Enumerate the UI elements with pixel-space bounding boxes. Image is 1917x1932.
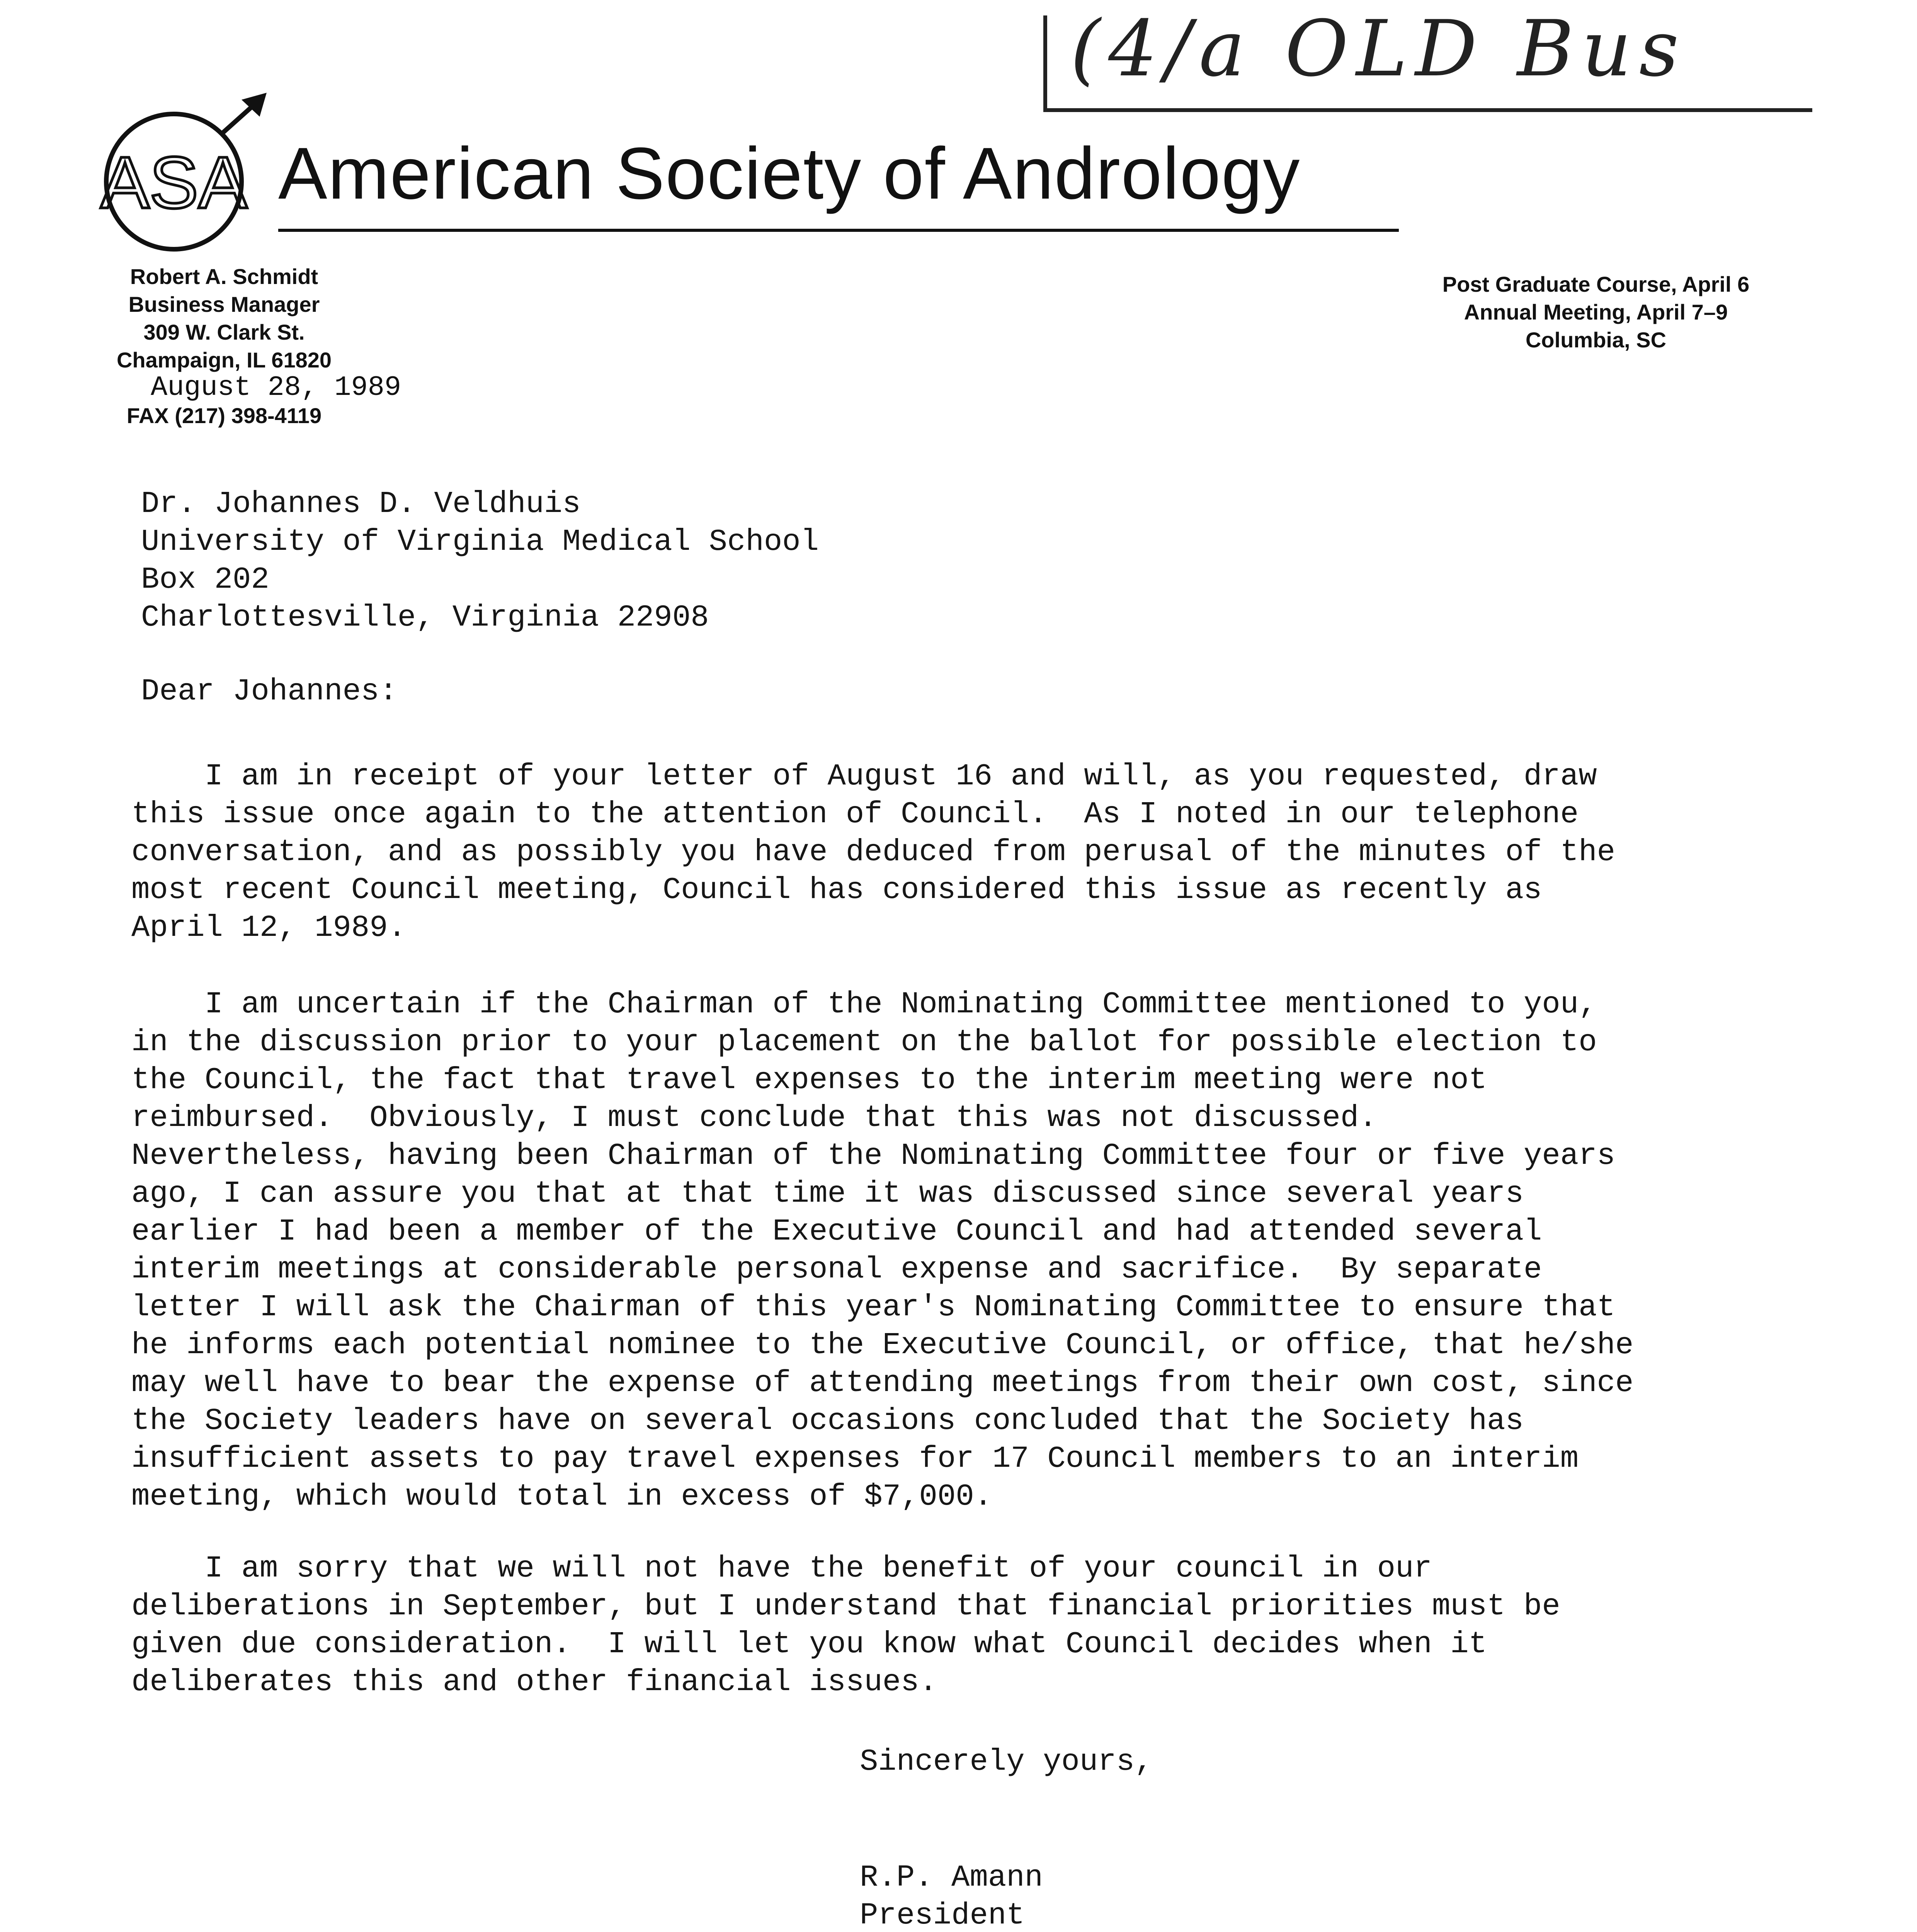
paragraph-line: earlier I had been a member of the Executive Council and had attended several (131, 1214, 1542, 1249)
signature-block (860, 1859, 1043, 1932)
logo-text: ASA (100, 142, 248, 224)
bm-line: Business Manager (128, 292, 320, 316)
body-paragraph-1 (131, 757, 1716, 947)
bm-line: FAX (217) 398-4119 (126, 403, 322, 428)
signer-title: President (860, 1898, 1025, 1932)
society-name: American Society of Andrology (278, 133, 1301, 214)
paragraph-line: I am sorry that we will not have the benefit of your council in our (131, 1551, 1432, 1586)
paragraph-line: given due consideration. I will let you know what Council decides when it (131, 1627, 1487, 1662)
address-line: Box 202 (141, 562, 269, 597)
paragraph-line: I am uncertain if the Chairman of the Nominating Committee mentioned to you, (131, 987, 1597, 1022)
salutation: Dear Johannes: (141, 674, 398, 709)
letterhead-rule (278, 229, 1399, 232)
address-line: Dr. Johannes D. Veldhuis (141, 486, 581, 521)
bm-line: Robert A. Schmidt (130, 264, 318, 289)
body-paragraph-2 (131, 985, 1716, 1515)
paragraph-line: Nevertheless, having been Chairman of the Nominating Committee four or five years (131, 1138, 1616, 1173)
paragraph-line: interim meetings at considerable personal expense and sacrifice. By separate (131, 1252, 1542, 1287)
paragraph-line: I am in receipt of your letter of August 16 and will, as you requested, draw (131, 759, 1597, 794)
address-line: University of Virginia Medical School (141, 524, 819, 559)
paragraph-line: April 12, 1989. (131, 910, 407, 945)
meeting-info (1422, 270, 1770, 354)
paragraph-line: this issue once again to the attention of Council. As I noted in our telephone (131, 797, 1579, 832)
paragraph-line: conversation, and as possibly you have deduced from perusal of the minutes of the (131, 835, 1616, 869)
address-line: Charlottesville, Virginia 22908 (141, 600, 709, 635)
closing: Sincerely yours, (860, 1744, 1153, 1779)
meeting-line: Columbia, SC (1525, 328, 1667, 352)
body-paragraph-3 (131, 1549, 1716, 1701)
asa-logo (97, 93, 274, 255)
paragraph-line: letter I will ask the Chairman of this year's Nominating Committee to ensure that (131, 1290, 1616, 1325)
handwritten-note: (4/a OLD Bus (1070, 4, 1687, 94)
paragraph-line: most recent Council meeting, Council has considered this issue as recently as (131, 872, 1542, 907)
business-manager-block (89, 263, 359, 430)
paragraph-line: the Society leaders have on several occasions concluded that the Society has (131, 1403, 1524, 1438)
paragraph-line: in the discussion prior to your placement on the ballot for possible election to (131, 1025, 1597, 1060)
paragraph-line: ago, I can assure you that at that time it was discussed since several years (131, 1176, 1524, 1211)
bm-line: Champaign, IL 61820 (116, 348, 332, 372)
paragraph-line: the Council, the fact that travel expenses to the interim meeting were not (131, 1063, 1487, 1097)
meeting-line: Annual Meeting, April 7–9 (1464, 300, 1728, 324)
inside-address (141, 485, 819, 636)
signer-name: R.P. Amann (860, 1860, 1043, 1895)
paragraph-line: reimbursed. Obviously, I must conclude that this was not discussed. (131, 1100, 1377, 1135)
bm-line: 309 W. Clark St. (143, 320, 305, 344)
paragraph-line: meeting, which would total in excess of $7,000. (131, 1479, 993, 1514)
paragraph-line: insufficient assets to pay travel expenses for 17 Council members to an interim (131, 1441, 1579, 1476)
paragraph-line: deliberates this and other financial issues. (131, 1665, 937, 1699)
paragraph-line: deliberations in September, but I understand that financial priorities must be (131, 1589, 1560, 1624)
letter-date: August 28, 1989 (151, 372, 401, 403)
paragraph-line: may well have to bear the expense of attending meetings from their own cost, since (131, 1366, 1634, 1400)
paragraph-line: he informs each potential nominee to the Executive Council, or office, that he/she (131, 1328, 1634, 1362)
meeting-line: Post Graduate Course, April 6 (1442, 272, 1750, 296)
